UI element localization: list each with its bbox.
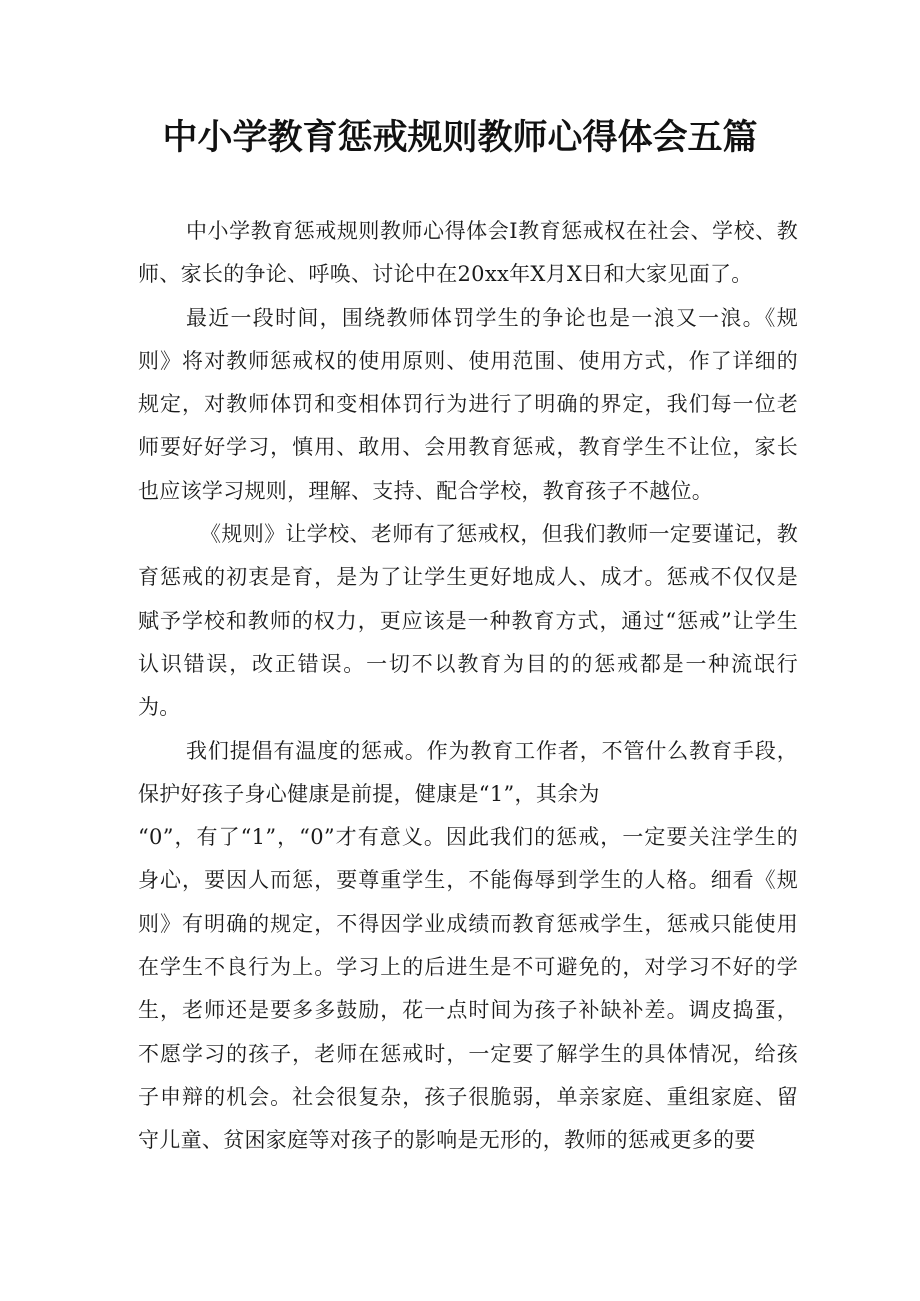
paragraph: 最近一段时间，围绕教师体罚学生的争论也是一浪又一浪。《规则》将对教师惩戒权的使用原则、使用范围、使用方式，作了详细的规定，对教师体罚和变相体罚行为进行了明确的界定，我们每一位老师要好好学习，慎用、敢用、会用教育惩戒，教育学生不让位，家长也应该学习规则，理解、支持、配合学校，教育孩子不越位。 (138, 305, 798, 503)
paragraph: 中小学教育惩戒规则教师心得体会Ⅰ教育惩戒权在社会、学校、教师、家长的争论、呼唤、讨论中在20xx年X月X日和大家见面了。 (138, 219, 798, 287)
document-title: 中小学教育惩戒规则教师心得体会五篇 (162, 118, 758, 158)
paragraph: 《规则》让学校、老师有了惩戒权，但我们教师一定要谨记，教育惩戒的初衷是育，是为了让学生更好地成人、成才。惩戒不仅仅是赋予学校和教师的权力，更应该是一种教育方式，通过“惩戒”让学生认识错误，改正错误。一切不以教育为目的的惩戒都是一种流氓行为。 (138, 522, 798, 720)
paragraph: “0”，有了“1”，“0”才有意义。因此我们的惩戒，一定要关注学生的身心，要因人而惩，要尊重学生，不能侮辱到学生的人格。细看《规则》有明确的规定，不得因学业成绩而教育惩戒学生，惩戒只能使用在学生不良行为上。学习上的后进生是不可避免的，对学习不好的学生，老师还是要多多鼓励，花一点时间为孩子补缺补差。调皮捣蛋，不愿学习的孩子，老师在惩戒时，一定要了解学生的具体情况，给孩子申辩的机会。社会很复杂，孩子很脆弱，单亲家庭、重组家庭、留守儿童、贫困家庭等对孩子的影响是无形的，教师的惩戒更多的要 (138, 825, 798, 1153)
paragraph: 我们提倡有温度的惩戒。作为教育工作者，不管什么教育手段，保护好孩子身心健康是前提，健康是“1”，其余为 (138, 738, 798, 806)
document-body (138, 210, 798, 1163)
